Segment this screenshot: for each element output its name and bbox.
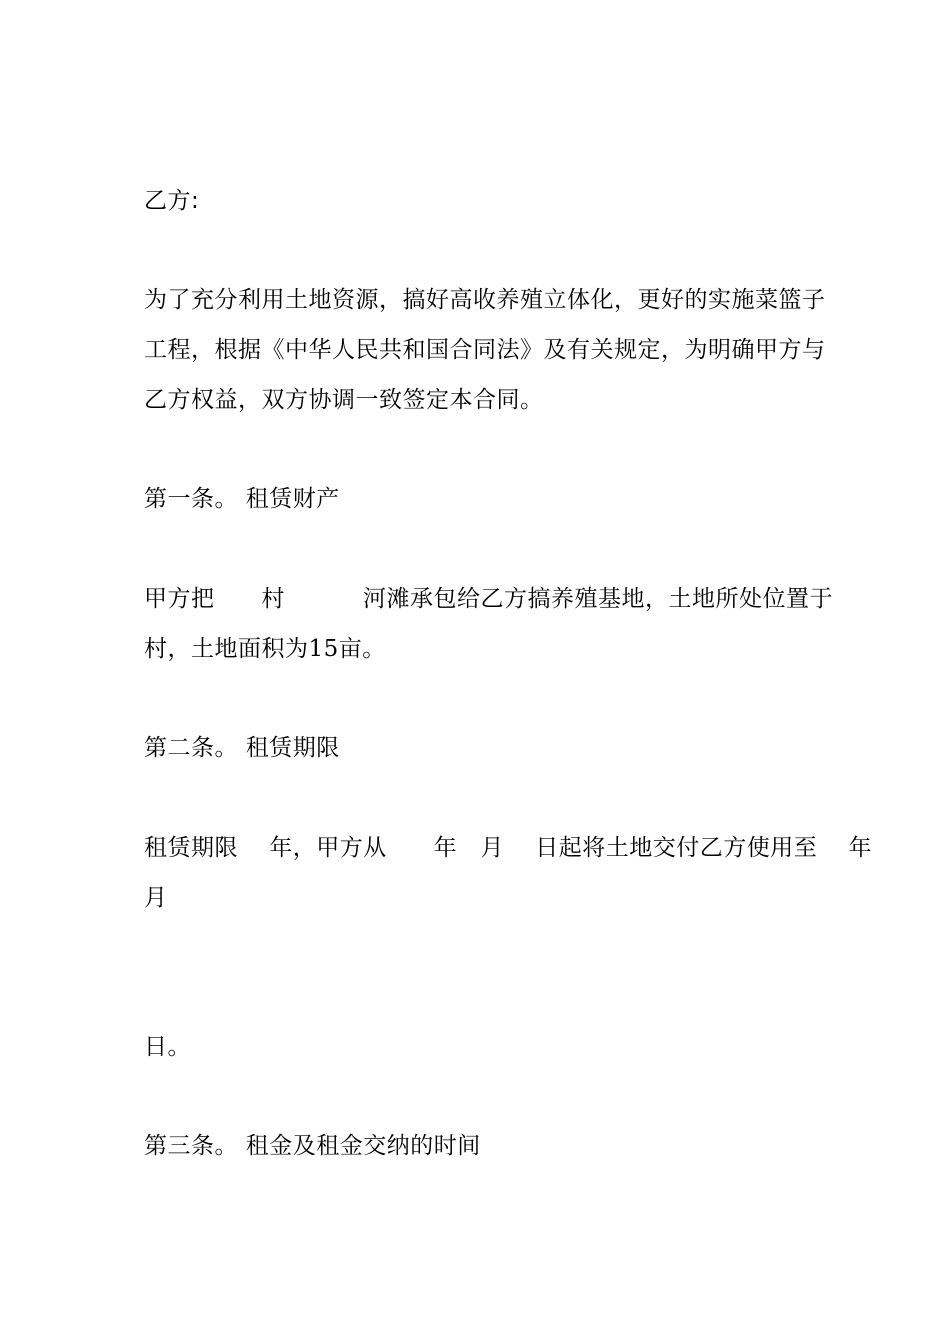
article-3-heading: 第三条。 租金及租金交纳的时间 [144,1133,481,1159]
article-1-line-1: 甲方把 村 河滩承包给乙方搞养殖基地，土地所处位置于 [144,586,833,612]
article-2-heading: 第二条。 租赁期限 [144,735,340,761]
article-1-line-2-prefix: 村，土地面积为 [144,636,309,662]
article-2-line-3: 日。 [144,1034,191,1060]
article-1-line-2 [144,634,386,664]
preamble-line-3: 乙方权益，双方协调一致签定本合同。 [144,387,544,413]
article-2-line-2: 月 [144,885,168,911]
article-2-line-1: 租赁期限 年，甲方从 年 月 日起将土地交付乙方使用至 年 [144,835,873,861]
party-b-label: 乙方: [144,188,200,214]
land-area-value: 15 [308,636,339,662]
article-1-line-2-suffix: 亩。 [338,636,386,662]
preamble-line-1: 为了充分利用土地资源，搞好高收养殖立体化，更好的实施菜篮子 [144,287,826,313]
article-1-heading: 第一条。 租赁财产 [144,486,340,512]
preamble-line-2: 工程，根据《中华人民共和国合同法》及有关规定，为明确甲方与 [144,337,826,363]
